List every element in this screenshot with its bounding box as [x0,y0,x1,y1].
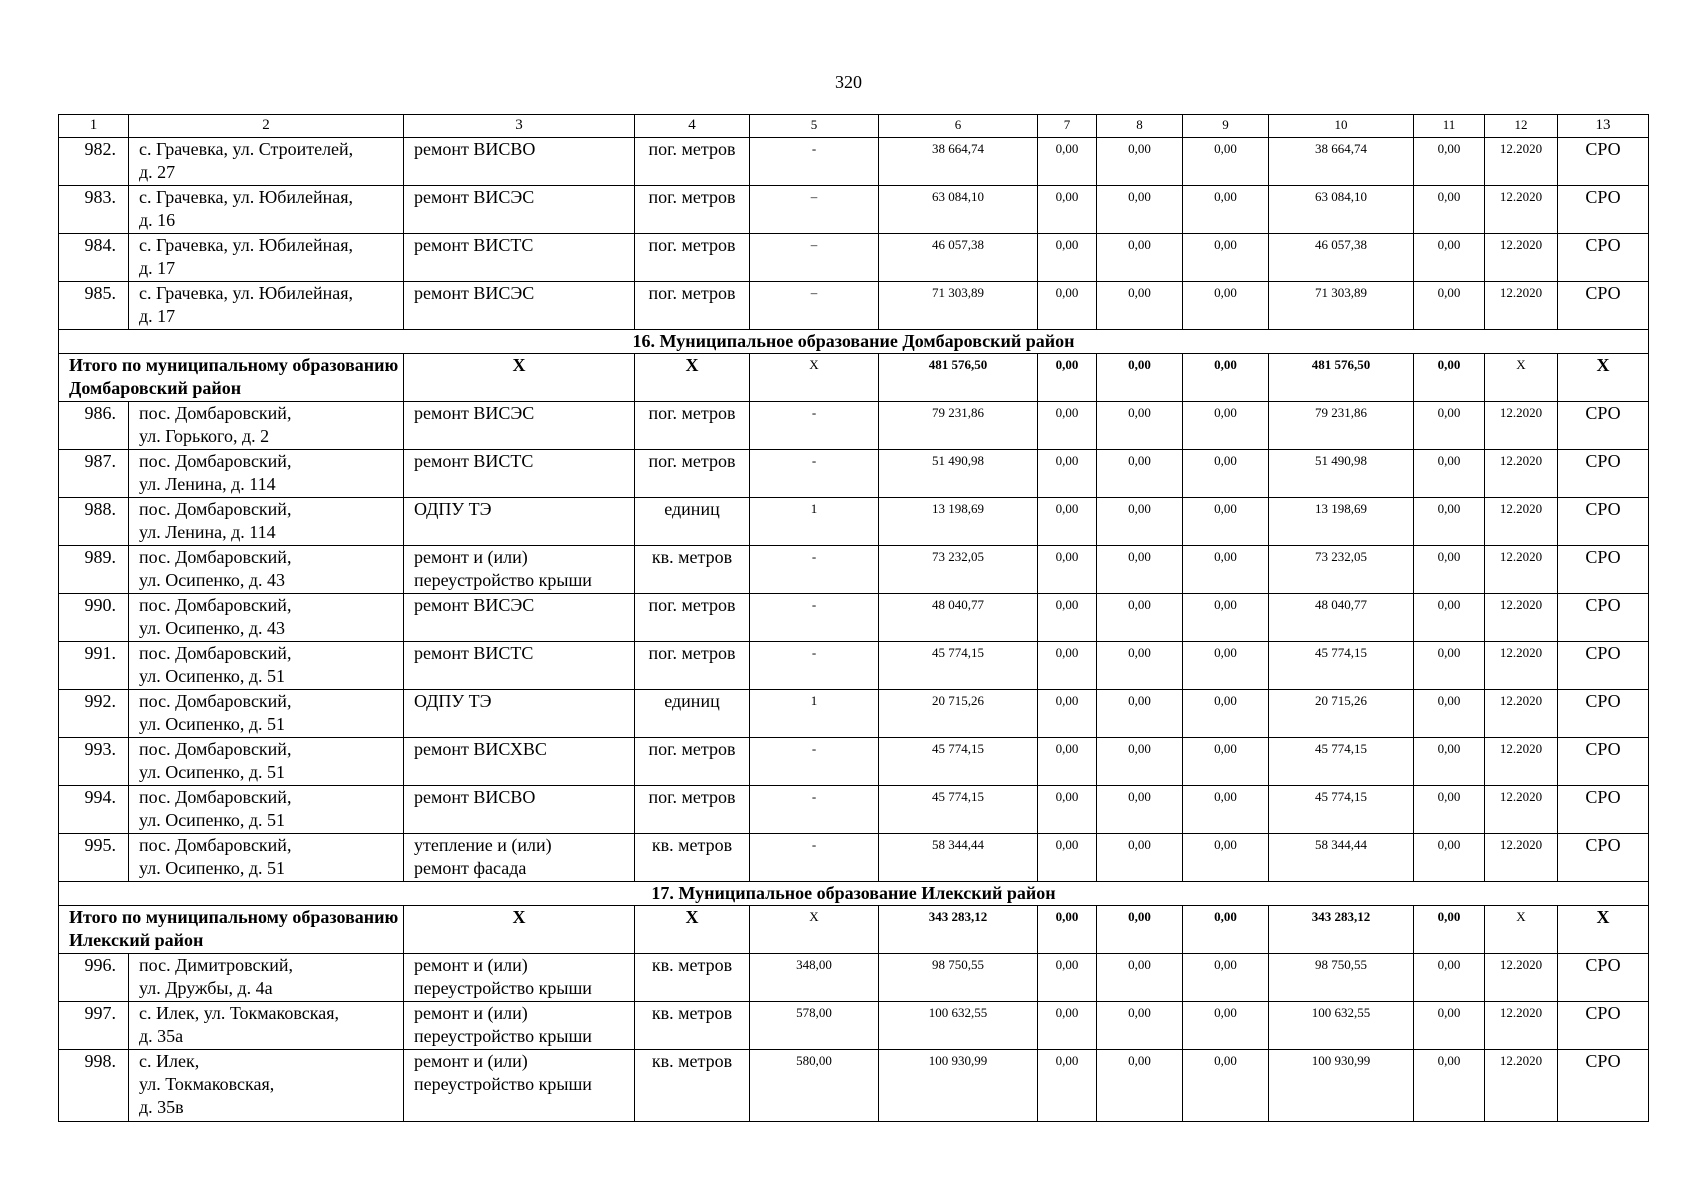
total-cost-cell: 51 490,98 [879,450,1038,498]
fund-cell: 0,00 [1097,1050,1183,1122]
fund-cell: 0,00 [1414,186,1485,234]
fund-cell: 0,00 [1097,1002,1183,1050]
row-number: 994. [59,786,129,834]
total-cost-cell: 100 930,99 [879,1050,1038,1122]
address-cell: пос. Домбаровский, ул. Осипенко, д. 43 [129,546,404,594]
quantity-cell: - [750,402,879,450]
unit-cell: единиц [635,690,750,738]
operator-cell: СРО [1558,138,1649,186]
fund-cell: 0,00 [1097,282,1183,330]
owner-funds-cell: 100 632,55 [1269,1002,1414,1050]
fund-cell: 0,00 [1097,834,1183,882]
total-cost-cell: 100 632,55 [879,1002,1038,1050]
quantity-cell: 580,00 [750,1050,879,1122]
fund-cell: 0,00 [1414,834,1485,882]
owner-funds-cell: 38 664,74 [1269,138,1414,186]
address-cell: с. Грачевка, ул. Юбилейная, д. 17 [129,234,404,282]
row-number: 984. [59,234,129,282]
fund-cell: 0,00 [1038,402,1097,450]
owner-funds-cell: 45 774,15 [1269,738,1414,786]
subtotal-cell: Х [750,906,879,954]
address-cell: пос. Димитровский, ул. Дружбы, д. 4а [129,954,404,1002]
deadline-cell: 12.2020 [1485,234,1558,282]
unit-cell: кв. метров [635,954,750,1002]
fund-cell: 0,00 [1414,234,1485,282]
column-number: 9 [1183,115,1269,138]
unit-cell: пог. метров [635,138,750,186]
operator-cell: СРО [1558,402,1649,450]
deadline-cell: 12.2020 [1485,450,1558,498]
deadline-cell: 12.2020 [1485,738,1558,786]
unit-cell: пог. метров [635,282,750,330]
fund-cell: 0,00 [1038,450,1097,498]
subtotal-cell: Х [635,906,750,954]
address-cell: пос. Домбаровский, ул. Осипенко, д. 43 [129,594,404,642]
address-cell: пос. Домбаровский, ул. Осипенко, д. 51 [129,834,404,882]
operator-cell: СРО [1558,786,1649,834]
fund-cell: 0,00 [1038,498,1097,546]
column-number: 6 [879,115,1038,138]
work-type-cell: ремонт ВИСХВС [404,738,635,786]
owner-funds-cell: 98 750,55 [1269,954,1414,1002]
subtotal-cell: 0,00 [1183,906,1269,954]
column-number: 3 [404,115,635,138]
operator-cell: СРО [1558,594,1649,642]
subtotal-cell: Х [635,354,750,402]
quantity-cell: - [750,786,879,834]
fund-cell: 0,00 [1183,450,1269,498]
work-type-cell: ремонт и (или) переустройство крыши [404,1002,635,1050]
deadline-cell: 12.2020 [1485,954,1558,1002]
row-number: 991. [59,642,129,690]
table-row [59,834,1649,882]
column-number: 7 [1038,115,1097,138]
fund-cell: 0,00 [1038,138,1097,186]
fund-cell: 0,00 [1097,138,1183,186]
subtotal-cell: Х [1558,354,1649,402]
subtotal-row [59,906,1649,954]
deadline-cell: 12.2020 [1485,282,1558,330]
table-row [59,1002,1649,1050]
table-row [59,450,1649,498]
subtotal-cell: 0,00 [1414,354,1485,402]
row-number: 996. [59,954,129,1002]
fund-cell: 0,00 [1414,642,1485,690]
quantity-cell: - [750,450,879,498]
column-number: 13 [1558,115,1649,138]
column-number: 11 [1414,115,1485,138]
fund-cell: 0,00 [1038,690,1097,738]
quantity-cell: - [750,138,879,186]
subtotal-cell: 0,00 [1414,906,1485,954]
unit-cell: кв. метров [635,546,750,594]
row-number: 987. [59,450,129,498]
repair-plan-table [58,114,1649,1122]
fund-cell: 0,00 [1414,498,1485,546]
unit-cell: пог. метров [635,234,750,282]
subtotal-label: Итого по муниципальному образованию Домбаровский район [59,354,404,402]
quantity-cell: 1 [750,690,879,738]
table-row [59,738,1649,786]
fund-cell: 0,00 [1097,234,1183,282]
address-cell: пос. Домбаровский, ул. Осипенко, д. 51 [129,642,404,690]
section-title: 16. Муниципальное образование Домбаровский район [59,330,1649,354]
fund-cell: 0,00 [1414,690,1485,738]
fund-cell: 0,00 [1097,402,1183,450]
total-cost-cell: 48 040,77 [879,594,1038,642]
owner-funds-cell: 100 930,99 [1269,1050,1414,1122]
fund-cell: 0,00 [1414,954,1485,1002]
fund-cell: 0,00 [1183,594,1269,642]
fund-cell: 0,00 [1038,642,1097,690]
fund-cell: 0,00 [1038,954,1097,1002]
operator-cell: СРО [1558,282,1649,330]
fund-cell: 0,00 [1183,738,1269,786]
page-number: 320 [835,72,862,92]
row-number: 983. [59,186,129,234]
section-title: 17. Муниципальное образование Илекский район [59,882,1649,906]
fund-cell: 0,00 [1097,498,1183,546]
deadline-cell: 12.2020 [1485,498,1558,546]
quantity-cell: 348,00 [750,954,879,1002]
work-type-cell: ремонт ВИСВО [404,138,635,186]
owner-funds-cell: 71 303,89 [1269,282,1414,330]
column-number: 12 [1485,115,1558,138]
table-row [59,282,1649,330]
quantity-cell: - [750,546,879,594]
fund-cell: 0,00 [1097,786,1183,834]
fund-cell: 0,00 [1038,546,1097,594]
unit-cell: пог. метров [635,642,750,690]
row-number: 995. [59,834,129,882]
subtotal-cell: Х [1485,906,1558,954]
work-type-cell: ремонт и (или) переустройство крыши [404,546,635,594]
work-type-cell: ремонт ВИСВО [404,786,635,834]
fund-cell: 0,00 [1414,1050,1485,1122]
quantity-cell: – [750,282,879,330]
fund-cell: 0,00 [1038,1002,1097,1050]
total-cost-cell: 20 715,26 [879,690,1038,738]
fund-cell: 0,00 [1414,450,1485,498]
table-row [59,954,1649,1002]
subtotal-cell: Х [404,906,635,954]
address-cell: с. Грачевка, ул. Строителей, д. 27 [129,138,404,186]
work-type-cell: ремонт ВИСЭС [404,402,635,450]
table-row [59,402,1649,450]
subtotal-cell: 0,00 [1038,354,1097,402]
subtotal-cell: 0,00 [1038,906,1097,954]
subtotal-cell: 0,00 [1097,354,1183,402]
owner-funds-cell: 73 232,05 [1269,546,1414,594]
fund-cell: 0,00 [1097,186,1183,234]
subtotal-cell: Х [404,354,635,402]
quantity-cell: – [750,186,879,234]
work-type-cell: ремонт ВИСТС [404,234,635,282]
work-type-cell: ОДПУ ТЭ [404,690,635,738]
row-number: 985. [59,282,129,330]
fund-cell: 0,00 [1038,1050,1097,1122]
fund-cell: 0,00 [1097,642,1183,690]
unit-cell: пог. метров [635,450,750,498]
row-number: 982. [59,138,129,186]
owner-funds-cell: 20 715,26 [1269,690,1414,738]
quantity-cell: 578,00 [750,1002,879,1050]
work-type-cell: ремонт ВИСТС [404,642,635,690]
unit-cell: пог. метров [635,186,750,234]
total-cost-cell: 98 750,55 [879,954,1038,1002]
subtotal-cell: Х [1485,354,1558,402]
fund-cell: 0,00 [1414,594,1485,642]
fund-cell: 0,00 [1183,138,1269,186]
total-cost-cell: 73 232,05 [879,546,1038,594]
row-number: 986. [59,402,129,450]
table-row [59,546,1649,594]
total-cost-cell: 45 774,15 [879,786,1038,834]
operator-cell: СРО [1558,234,1649,282]
subtotal-cell: 0,00 [1097,906,1183,954]
owner-funds-cell: 79 231,86 [1269,402,1414,450]
subtotal-cell: 343 283,12 [1269,906,1414,954]
work-type-cell: ОДПУ ТЭ [404,498,635,546]
fund-cell: 0,00 [1414,1002,1485,1050]
fund-cell: 0,00 [1414,402,1485,450]
total-cost-cell: 38 664,74 [879,138,1038,186]
fund-cell: 0,00 [1414,738,1485,786]
fund-cell: 0,00 [1183,498,1269,546]
subtotal-label: Итого по муниципальному образованию Илекский район [59,906,404,954]
fund-cell: 0,00 [1038,738,1097,786]
subtotal-cell: Х [750,354,879,402]
column-number: 5 [750,115,879,138]
operator-cell: СРО [1558,498,1649,546]
row-number: 990. [59,594,129,642]
total-cost-cell: 13 198,69 [879,498,1038,546]
fund-cell: 0,00 [1183,954,1269,1002]
unit-cell: пог. метров [635,738,750,786]
deadline-cell: 12.2020 [1485,546,1558,594]
column-number-row [59,115,1649,138]
row-number: 992. [59,690,129,738]
owner-funds-cell: 51 490,98 [1269,450,1414,498]
row-number: 988. [59,498,129,546]
fund-cell: 0,00 [1414,282,1485,330]
table-row [59,498,1649,546]
fund-cell: 0,00 [1183,1050,1269,1122]
fund-cell: 0,00 [1097,954,1183,1002]
quantity-cell: 1 [750,498,879,546]
fund-cell: 0,00 [1183,1002,1269,1050]
operator-cell: СРО [1558,738,1649,786]
deadline-cell: 12.2020 [1485,1002,1558,1050]
fund-cell: 0,00 [1097,690,1183,738]
work-type-cell: утепление и (или) ремонт фасада [404,834,635,882]
unit-cell: кв. метров [635,1050,750,1122]
address-cell: пос. Домбаровский, ул. Горького, д. 2 [129,402,404,450]
quantity-cell: - [750,834,879,882]
table-row [59,594,1649,642]
operator-cell: СРО [1558,690,1649,738]
fund-cell: 0,00 [1183,402,1269,450]
unit-cell: единиц [635,498,750,546]
total-cost-cell: 45 774,15 [879,642,1038,690]
fund-cell: 0,00 [1183,834,1269,882]
deadline-cell: 12.2020 [1485,690,1558,738]
address-cell: с. Грачевка, ул. Юбилейная, д. 16 [129,186,404,234]
address-cell: пос. Домбаровский, ул. Осипенко, д. 51 [129,786,404,834]
address-cell: пос. Домбаровский, ул. Осипенко, д. 51 [129,690,404,738]
fund-cell: 0,00 [1097,738,1183,786]
work-type-cell: ремонт ВИСЭС [404,186,635,234]
subtotal-row [59,354,1649,402]
row-number: 997. [59,1002,129,1050]
deadline-cell: 12.2020 [1485,186,1558,234]
fund-cell: 0,00 [1038,594,1097,642]
operator-cell: СРО [1558,186,1649,234]
deadline-cell: 12.2020 [1485,786,1558,834]
owner-funds-cell: 63 084,10 [1269,186,1414,234]
fund-cell: 0,00 [1183,642,1269,690]
fund-cell: 0,00 [1038,834,1097,882]
fund-cell: 0,00 [1097,450,1183,498]
unit-cell: кв. метров [635,1002,750,1050]
section-heading-row [59,330,1649,354]
quantity-cell: - [750,738,879,786]
address-cell: пос. Домбаровский, ул. Ленина, д. 114 [129,498,404,546]
subtotal-cell: Х [1558,906,1649,954]
quantity-cell: - [750,594,879,642]
total-cost-cell: 46 057,38 [879,234,1038,282]
deadline-cell: 12.2020 [1485,1050,1558,1122]
column-number: 2 [129,115,404,138]
fund-cell: 0,00 [1038,234,1097,282]
fund-cell: 0,00 [1038,282,1097,330]
total-cost-cell: 63 084,10 [879,186,1038,234]
operator-cell: СРО [1558,954,1649,1002]
column-number: 4 [635,115,750,138]
subtotal-cell: 481 576,50 [1269,354,1414,402]
owner-funds-cell: 45 774,15 [1269,642,1414,690]
operator-cell: СРО [1558,1002,1649,1050]
table-row [59,642,1649,690]
column-number: 8 [1097,115,1183,138]
fund-cell: 0,00 [1414,546,1485,594]
section-heading-row [59,882,1649,906]
subtotal-cell: 0,00 [1183,354,1269,402]
owner-funds-cell: 48 040,77 [1269,594,1414,642]
fund-cell: 0,00 [1183,786,1269,834]
fund-cell: 0,00 [1183,690,1269,738]
column-number: 10 [1269,115,1414,138]
fund-cell: 0,00 [1038,786,1097,834]
fund-cell: 0,00 [1414,138,1485,186]
total-cost-cell: 79 231,86 [879,402,1038,450]
work-type-cell: ремонт ВИСЭС [404,282,635,330]
unit-cell: кв. метров [635,834,750,882]
fund-cell: 0,00 [1183,282,1269,330]
row-number: 993. [59,738,129,786]
address-cell: пос. Домбаровский, ул. Осипенко, д. 51 [129,738,404,786]
table-row [59,786,1649,834]
table-body [59,115,1649,1122]
table-row [59,690,1649,738]
work-type-cell: ремонт ВИСТС [404,450,635,498]
subtotal-cell: 343 283,12 [879,906,1038,954]
total-cost-cell: 58 344,44 [879,834,1038,882]
owner-funds-cell: 58 344,44 [1269,834,1414,882]
deadline-cell: 12.2020 [1485,642,1558,690]
fund-cell: 0,00 [1414,786,1485,834]
total-cost-cell: 45 774,15 [879,738,1038,786]
work-type-cell: ремонт и (или) переустройство крыши [404,954,635,1002]
fund-cell: 0,00 [1097,546,1183,594]
quantity-cell: – [750,234,879,282]
fund-cell: 0,00 [1183,546,1269,594]
address-cell: с. Илек, ул. Токмаковская, д. 35а [129,1002,404,1050]
address-cell: пос. Домбаровский, ул. Ленина, д. 114 [129,450,404,498]
work-type-cell: ремонт и (или) переустройство крыши [404,1050,635,1122]
address-cell: с. Илек, ул. Токмаковская, д. 35в [129,1050,404,1122]
table-row [59,1050,1649,1122]
operator-cell: СРО [1558,1050,1649,1122]
owner-funds-cell: 45 774,15 [1269,786,1414,834]
row-number: 989. [59,546,129,594]
total-cost-cell: 71 303,89 [879,282,1038,330]
operator-cell: СРО [1558,450,1649,498]
work-type-cell: ремонт ВИСЭС [404,594,635,642]
owner-funds-cell: 13 198,69 [1269,498,1414,546]
operator-cell: СРО [1558,834,1649,882]
subtotal-cell: 481 576,50 [879,354,1038,402]
operator-cell: СРО [1558,642,1649,690]
address-cell: с. Грачевка, ул. Юбилейная, д. 17 [129,282,404,330]
column-number: 1 [59,115,129,138]
table-row [59,234,1649,282]
table-row [59,138,1649,186]
row-number: 998. [59,1050,129,1122]
unit-cell: пог. метров [635,402,750,450]
fund-cell: 0,00 [1183,234,1269,282]
quantity-cell: - [750,642,879,690]
owner-funds-cell: 46 057,38 [1269,234,1414,282]
fund-cell: 0,00 [1097,594,1183,642]
table-row [59,186,1649,234]
deadline-cell: 12.2020 [1485,138,1558,186]
deadline-cell: 12.2020 [1485,402,1558,450]
operator-cell: СРО [1558,546,1649,594]
unit-cell: пог. метров [635,594,750,642]
deadline-cell: 12.2020 [1485,594,1558,642]
fund-cell: 0,00 [1038,186,1097,234]
fund-cell: 0,00 [1183,186,1269,234]
unit-cell: пог. метров [635,786,750,834]
deadline-cell: 12.2020 [1485,834,1558,882]
